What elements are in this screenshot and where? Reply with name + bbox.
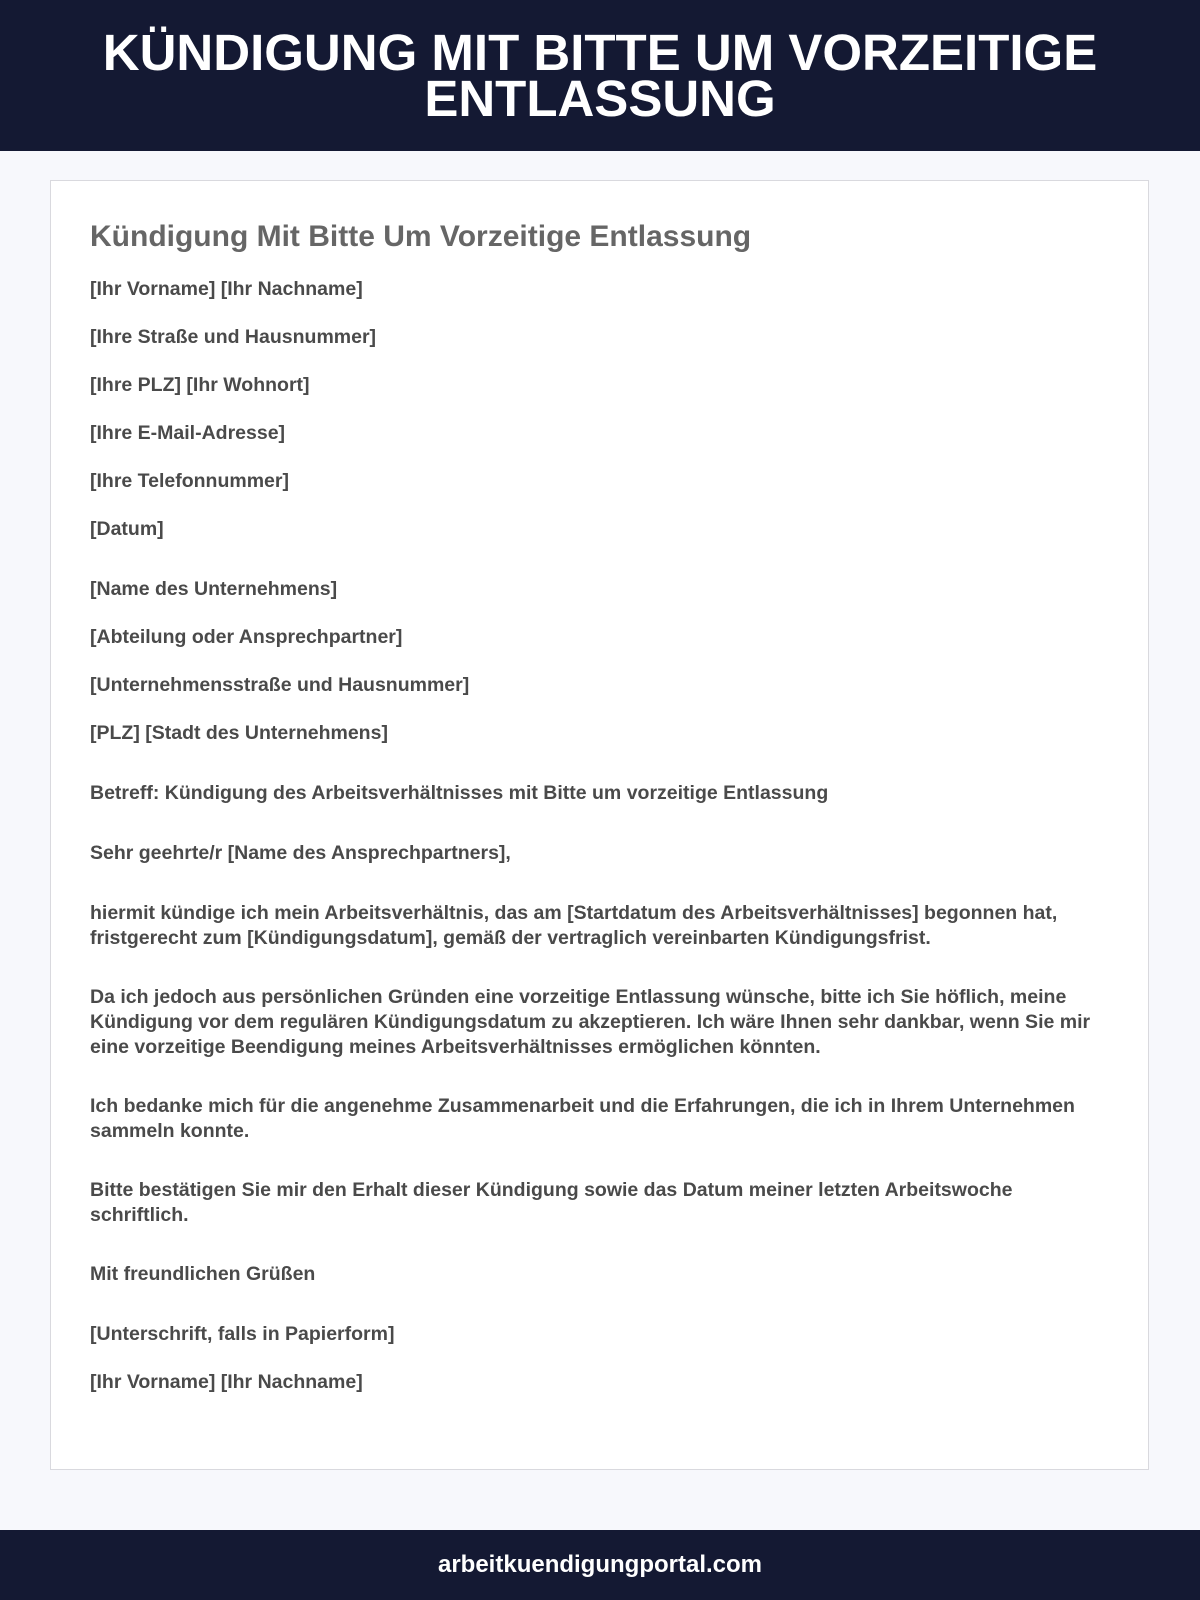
footer-site-name: arbeitkuendigungportal.com <box>437 1551 763 1578</box>
recipient-company: [Name des Unternehmens] <box>90 578 338 600</box>
signature-line: [Unterschrift, falls in Papierform] <box>90 1323 395 1345</box>
page-title: KÜNDIGUNG MIT BITTE UM VORZEITIGE ENTLASSUNG <box>102 23 1098 127</box>
body-paragraph: hiermit kündige ich mein Arbeitsverhältnis, das am [Startdatum des Arbeitsverhältnisses] begonnen hat, fristgerecht zum [Kündigungsdatum], gemäß der vertraglich vereinbarten Kündigungsfrist. <box>90 902 1058 949</box>
body-paragraph: Da ich jedoch aus persönlichen Gründen eine vorzeitige Entlassung wünsche, bitte ich Sie höflich, meine Kündigung vor dem regulären Kündigungsdatum zu akzeptieren. Ich wäre Ihnen sehr dankbar, wenn Sie mir eine vorzeitige Beendigung meines Arbeitsverhältnisses ermöglichen könnten. <box>90 986 1091 1058</box>
letter-subject: Betreff: Kündigung des Arbeitsverhältnisses mit Bitte um vorzeitige Entlassung <box>90 782 829 804</box>
recipient-city: [PLZ] [Stadt des Unternehmens] <box>90 722 388 744</box>
letter-salutation: Sehr geehrte/r [Name des Ansprechpartners], <box>90 842 511 864</box>
document-title: Kündigung Mit Bitte Um Vorzeitige Entlassung <box>90 220 752 253</box>
recipient-department: [Abteilung oder Ansprechpartner] <box>90 626 403 648</box>
signature-name: [Ihr Vorname] [Ihr Nachname] <box>90 1371 363 1393</box>
sender-street: [Ihre Straße und Hausnummer] <box>90 326 377 348</box>
sender-city: [Ihre PLZ] [Ihr Wohnort] <box>90 374 310 396</box>
letter-date: [Datum] <box>90 518 164 540</box>
letter-card <box>50 180 1149 1470</box>
letter-closing: Mit freundlichen Grüßen <box>90 1263 316 1285</box>
page-footer <box>0 1530 1200 1600</box>
page-header <box>0 0 1200 151</box>
sender-email: [Ihre E-Mail-Adresse] <box>90 422 286 444</box>
sender-name: [Ihr Vorname] [Ihr Nachname] <box>90 278 363 300</box>
body-paragraph: Bitte bestätigen Sie mir den Erhalt dieser Kündigung sowie das Datum meiner letzten Arbeitswoche schriftlich. <box>90 1179 1013 1226</box>
recipient-street: [Unternehmensstraße und Hausnummer] <box>90 674 470 696</box>
body-paragraph: Ich bedanke mich für die angenehme Zusammenarbeit und die Erfahrungen, die ich in Ihrem Unternehmen sammeln konnte. <box>90 1095 1075 1142</box>
sender-phone: [Ihre Telefonnummer] <box>90 470 289 492</box>
